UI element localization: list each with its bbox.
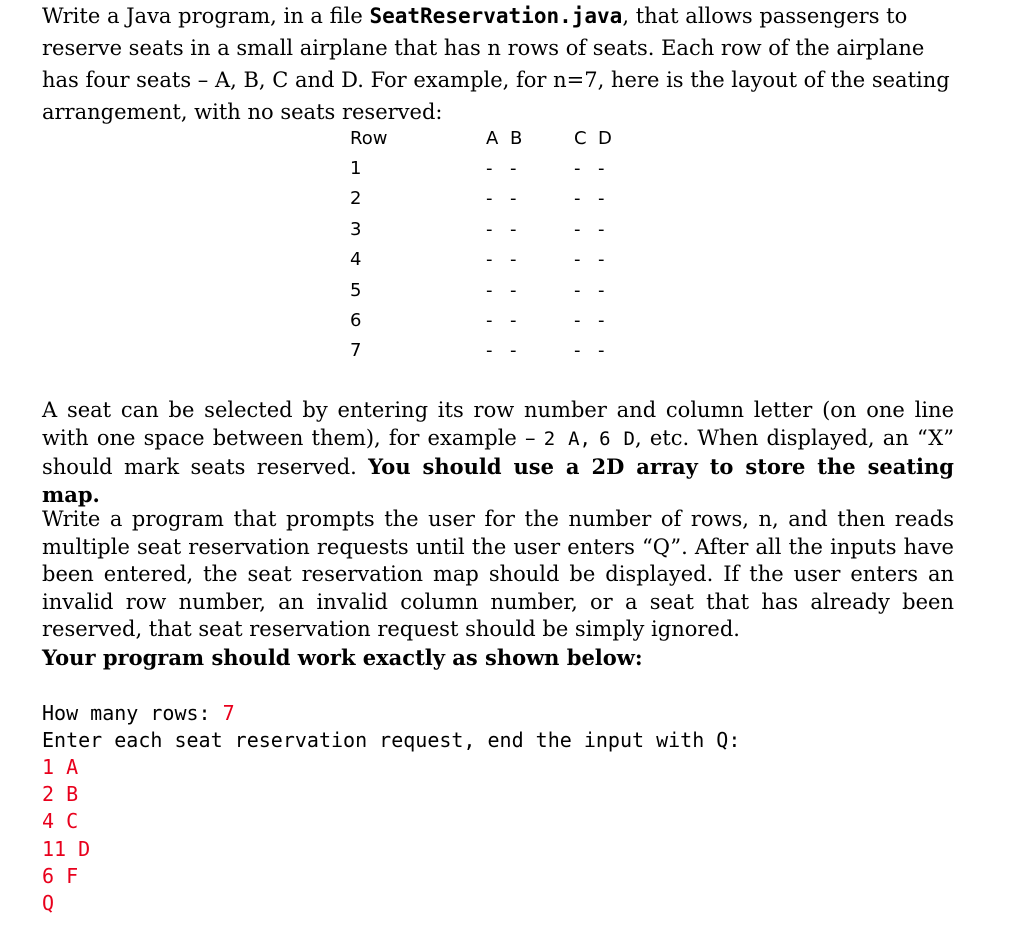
prompt-rows-text: How many rows:	[42, 701, 223, 725]
seat-c: -	[574, 280, 581, 301]
para2-text-2: , etc. When displayed, an “X” should mark seats reserved.	[42, 426, 954, 479]
terminal-input-line: Q	[42, 891, 55, 915]
filename: SeatReservation.java	[369, 4, 623, 28]
seat-c: -	[574, 188, 581, 209]
seat-a: -	[486, 188, 493, 209]
seat-a: -	[486, 158, 493, 179]
seat-header-row	[350, 128, 650, 158]
seat-b: -	[510, 188, 517, 209]
header-col-d: D	[598, 128, 612, 149]
seat-d: -	[598, 280, 605, 301]
para3-bold: Your program should work exactly as shown below:	[42, 644, 643, 670]
terminal-input-line: 6 F	[42, 864, 79, 888]
seat-row	[350, 280, 650, 310]
rows-input-value: 7	[222, 701, 235, 725]
seat-b: -	[510, 280, 517, 301]
seat-a: -	[486, 310, 493, 331]
header-col-b: B	[510, 128, 523, 149]
seat-row	[350, 340, 650, 370]
terminal-input-line: 4 C	[42, 809, 79, 833]
seat-c: -	[574, 310, 581, 331]
row-number: 1	[350, 158, 362, 179]
seat-b: -	[510, 158, 517, 179]
seat-a: -	[486, 219, 493, 240]
example-input-1: 2 A,	[543, 428, 591, 450]
seat-b: -	[510, 249, 517, 270]
para2-text-1: A seat can be selected by entering its row number and column letter (on one line with one space between them), for example –	[42, 398, 954, 450]
row-number: 7	[350, 340, 362, 361]
seat-row	[350, 249, 650, 279]
seat-row	[350, 219, 650, 249]
header-row-label: Row	[350, 128, 388, 149]
seat-d: -	[598, 249, 605, 270]
seat-c: -	[574, 249, 581, 270]
requirements-paragraph	[42, 506, 954, 672]
terminal-input-line: 11 D	[42, 837, 91, 861]
intro-text-2: , that allows passengers to reserve seats in a small airplane that has n rows of seats. Each row of the airplane has four seats – A, B, C and D. For example, for n=7, here is the layout of the seating arrangement, with no seats reserved:	[42, 4, 950, 124]
row-number: 6	[350, 310, 362, 331]
terminal-prompt-requests: Enter each seat reservation request, end the input with Q:	[42, 728, 741, 752]
example-input-2: 6 D	[599, 428, 635, 450]
terminal-input-line: 1 A	[42, 755, 79, 779]
para3-text: Write a program that prompts the user for the number of rows, n, and then reads multiple seat reservation requests until the user enters “Q”. After all the inputs have been entered, the seat reservation map should be displayed. If the user enters an invalid row number, an invalid column number, or a seat that has already been reserved, that seat reservation request should be simply ignored.	[42, 507, 954, 641]
seat-b: -	[510, 310, 517, 331]
seat-row	[350, 188, 650, 218]
seat-c: -	[574, 158, 581, 179]
seat-selection-paragraph	[42, 396, 954, 509]
seat-a: -	[486, 280, 493, 301]
intro-text-1: Write a Java program, in a file	[42, 4, 370, 28]
row-number: 4	[350, 249, 362, 270]
row-number: 3	[350, 219, 362, 240]
seat-b: -	[510, 340, 517, 361]
seat-row	[350, 158, 650, 188]
terminal-prompt-rows	[42, 700, 235, 727]
seat-a: -	[486, 249, 493, 270]
header-col-a: A	[486, 128, 499, 149]
row-number: 2	[350, 188, 362, 209]
header-col-c: C	[574, 128, 587, 149]
seat-d: -	[598, 310, 605, 331]
terminal-input-line: 2 B	[42, 782, 79, 806]
intro-paragraph	[42, 0, 954, 128]
seat-a: -	[486, 340, 493, 361]
seat-c: -	[574, 340, 581, 361]
row-number: 5	[350, 280, 362, 301]
seat-d: -	[598, 158, 605, 179]
seat-d: -	[598, 219, 605, 240]
para2-bold: You should use a 2D array to store the seating map.	[42, 454, 954, 507]
seat-b: -	[510, 219, 517, 240]
seat-d: -	[598, 188, 605, 209]
seat-d: -	[598, 340, 605, 361]
seat-c: -	[574, 219, 581, 240]
seat-row	[350, 310, 650, 340]
